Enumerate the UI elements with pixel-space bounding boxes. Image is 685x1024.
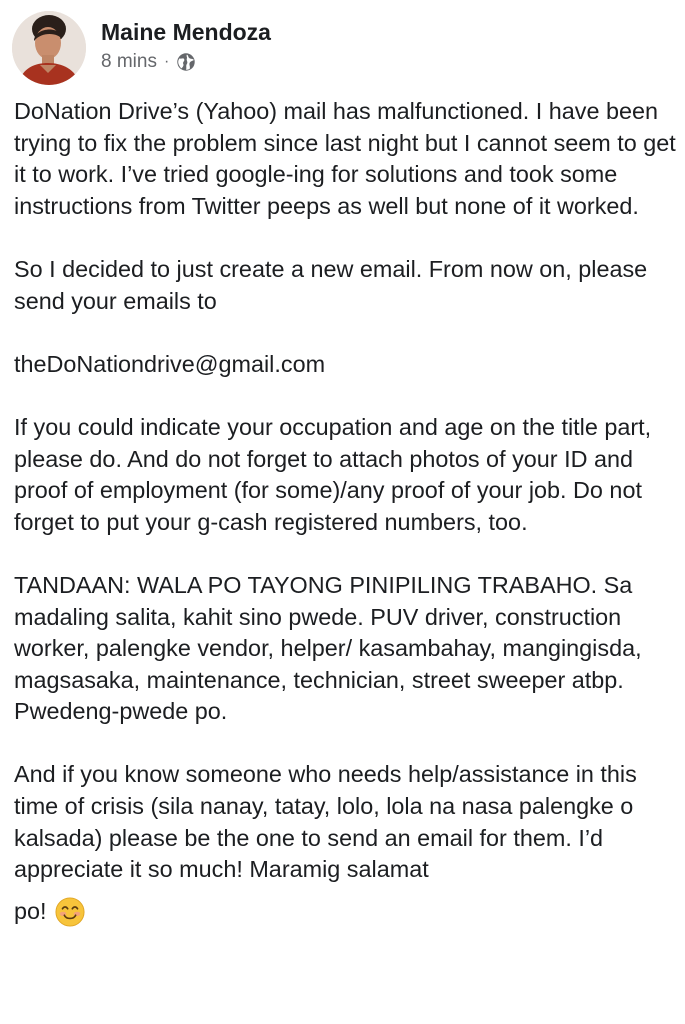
avatar[interactable] [12,11,86,85]
closing-text: po! [14,897,47,924]
post-meta [101,17,271,74]
post-body [14,96,678,927]
globe-icon[interactable] [175,51,197,73]
post-paragraph: If you could indicate your occupation and age on the title part, please do. And do not forget to attach photos of your ID and proof of employment (for some)/any proof of your job. Do not forget to put your g-cash registered numbers, too. [14,413,652,535]
closing-line [14,896,678,928]
timestamp[interactable]: 8 mins [101,50,157,72]
email-address[interactable]: theDoNationdrive@gmail.com [14,350,326,377]
post-paragraph: DoNation Drive’s (Yahoo) mail has malfunctioned. I have been trying to fix the problem since last night but I cannot seem to get it to work. I’ve tried google-ing for solutions and took some instructions from Twitter peeps as well but none of it worked. [14,98,676,219]
post-meta-line [101,50,271,74]
post-paragraph: So I decided to just create a new email. From now on, please send your emails to [14,255,648,314]
profile-photo [12,11,86,85]
smiling-face-emoji-icon [55,897,85,927]
post-paragraph: TANDAAN: WALA PO TAYONG PINIPILING TRABAHO. Sa madaling salita, kahit sino pwede. PUV driver, construction worker, palengke vendor, helper/ kasambahay, mangingisda, magsasaka, maintenance, technician, street sweeper atbp. Pwedeng-pwede po. [14,571,642,725]
post-paragraph: And if you know someone who needs help/assistance in this time of crisis (sila nanay, tatay, lolo, lola na nasa palengke o kalsada) please be the one to send an email for them. I’d appreciate it so much! Maramig salamat [14,761,637,883]
meta-separator: · [163,52,170,70]
author-name[interactable]: Maine Mendoza [101,18,271,45]
post-header [12,10,271,86]
